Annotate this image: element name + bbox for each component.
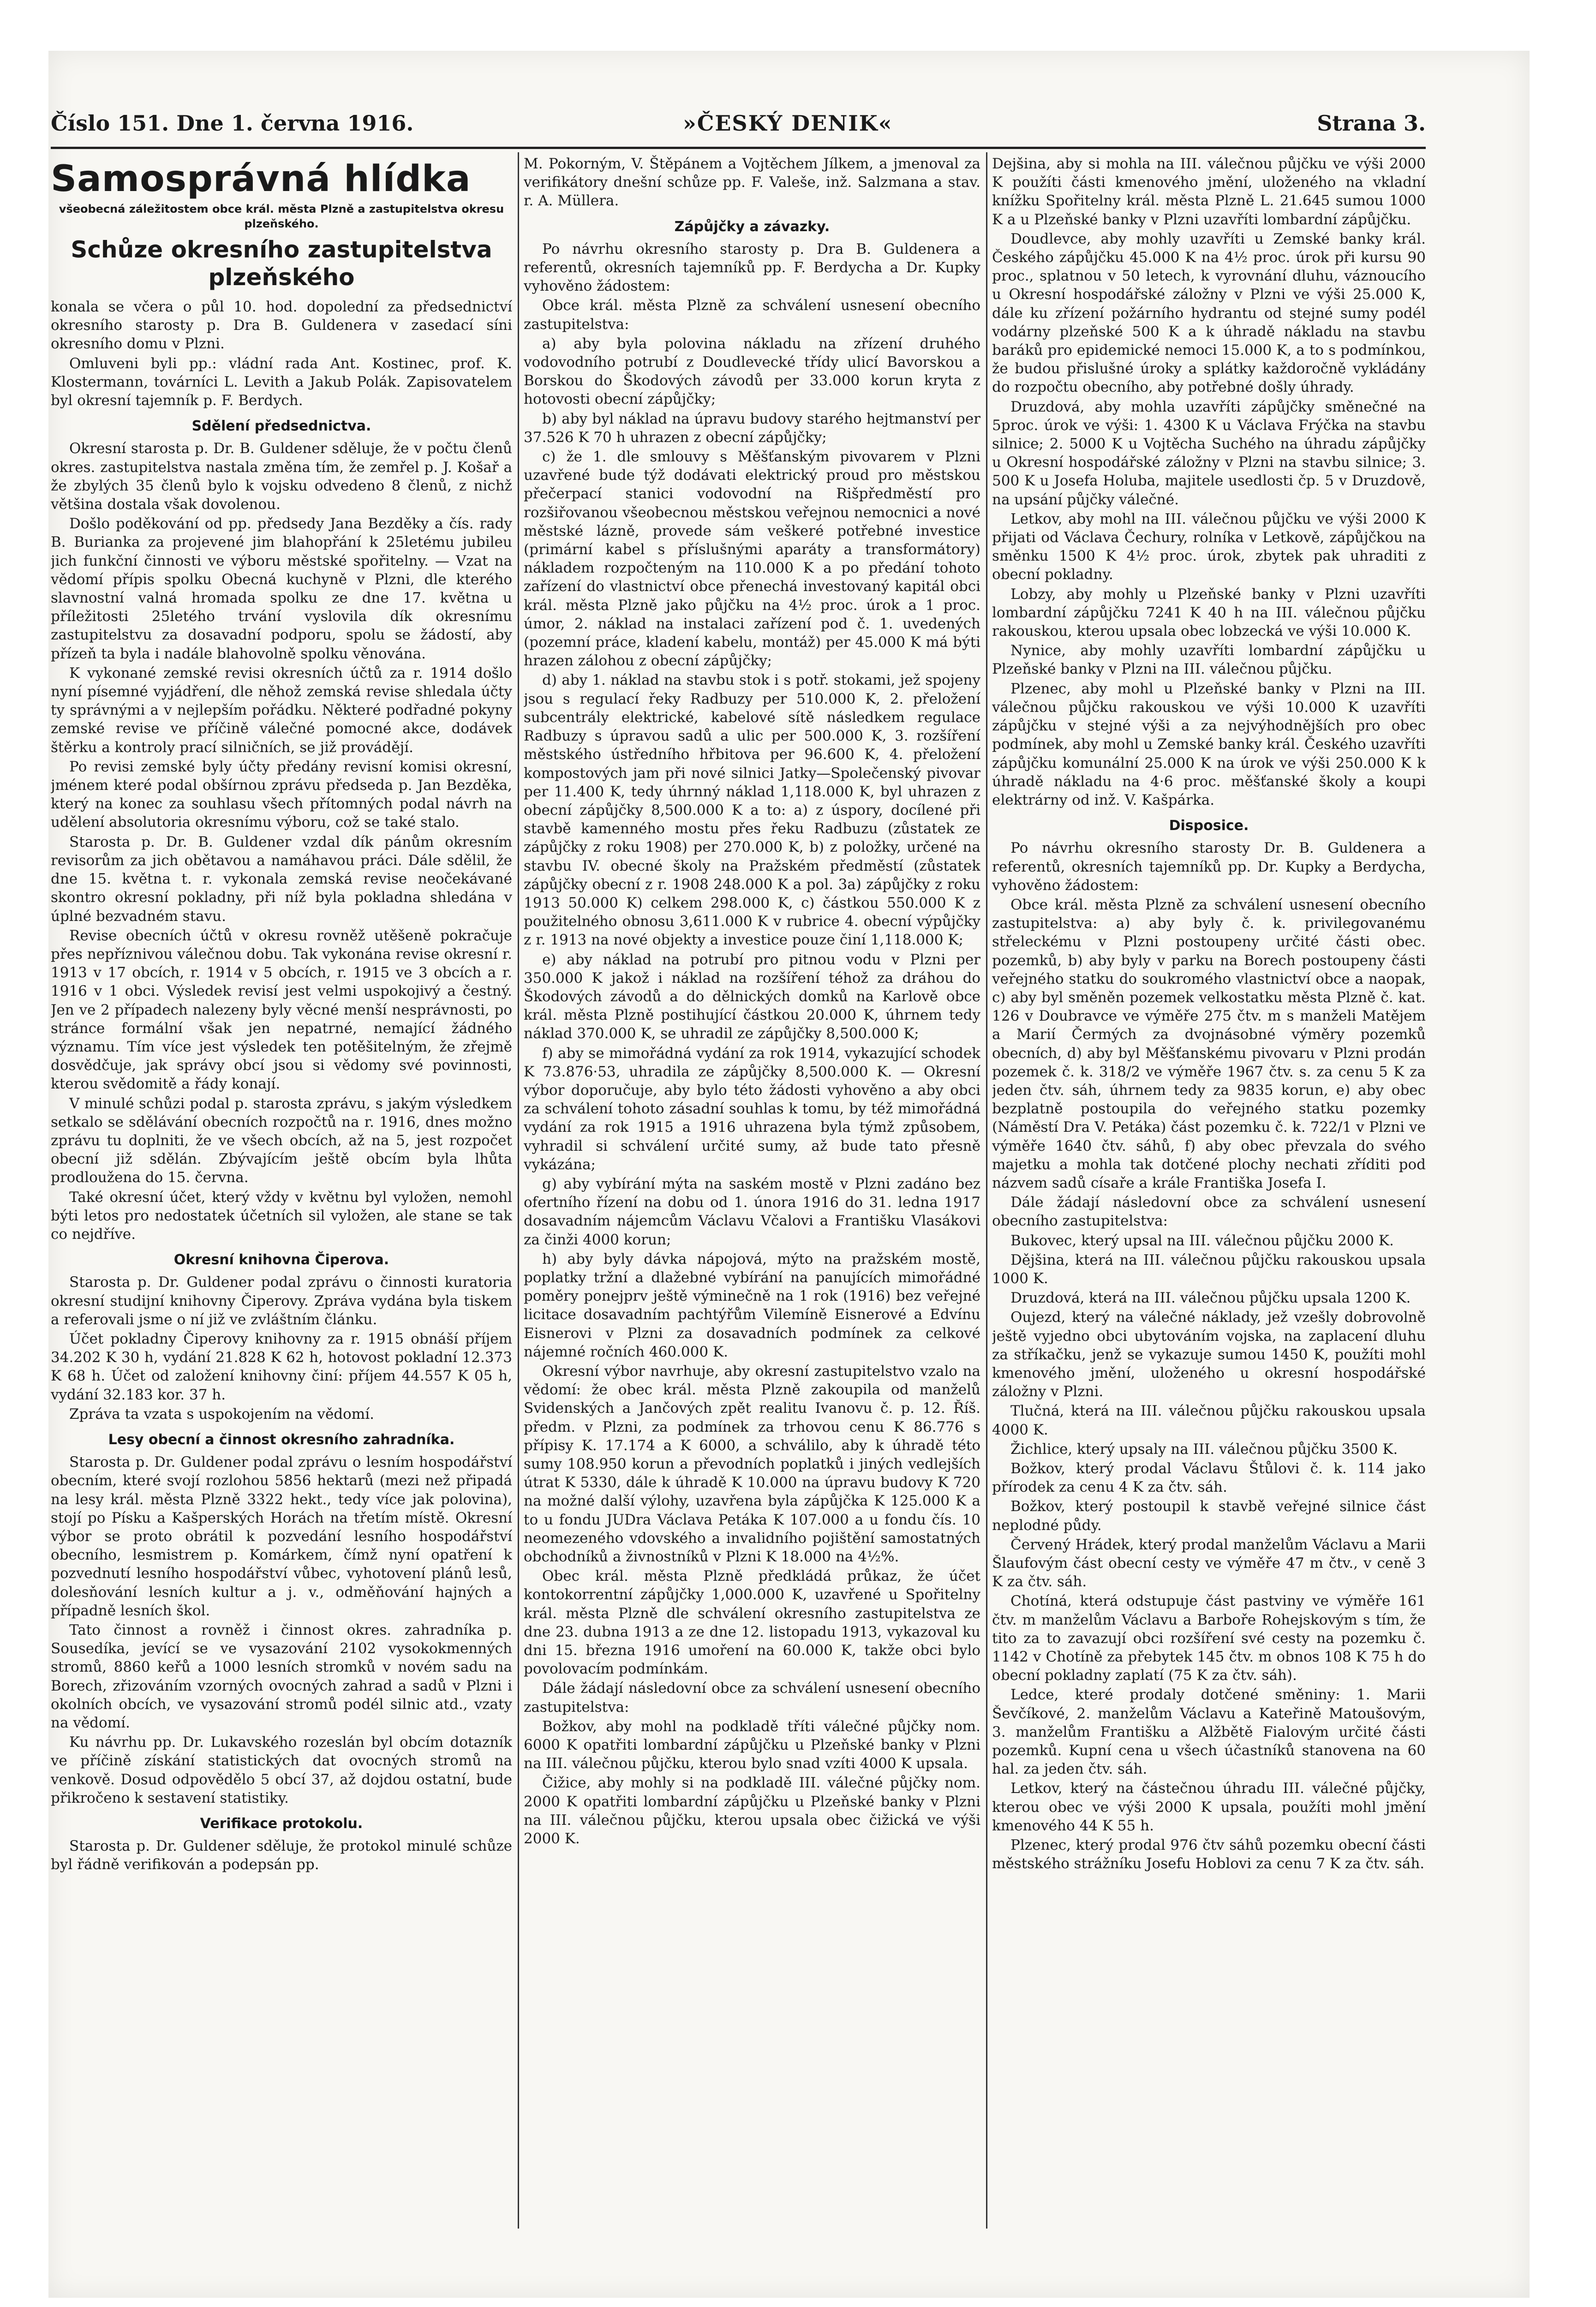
paragraph: Nynice, aby mohly uzavříti lombardní zápůjčku u Plzeňské banky v Plzni na III. válečnou půjčku. [992,642,1426,678]
paragraph: Chotíná, která odstupuje část pastviny ve výměře 161 čtv. m manželům Václavu a Barboře Rohejskovým s tím, že tito za to zavazují obci rozšíření své cesty na pozemku č. 1142 v Chotíně za přebytek 145 čtv. m obnos 108 K 75 h do obecní pokladny zaplatí (75 K za čtv. sáh). [992,1593,1426,1684]
paragraph: Obce král. města Plzně za schválení usnesení obecního zastupitelstva: a) aby byly č. k. privilegovanému střeleckému v Plzni postoupeny určité části obec. pozemků, b) aby byly v parku na Borech postoupeny části veřejného statku do soukromého vlastnictví obce a naopak, c) aby byl směněn pozemek velkostatku města Plzně č. kat. 126 v Doubravce ve výměře 275 čtv. m s manželi Matějem a Marií Čermých za dvojnásobné výměry pozemků obecních, d) aby byl Měšťanskému pivovaru v Plzni prodán pozemek č. k. 318/2 ve výměře 1967 čtv. s. za cenu 5 K za jeden čtv. sáh, úhrnem tedy za 9835 korun, e) aby obec bezplatně postoupila do veřejného statku pozemky (Náměstí Dra V. Petáka) část pozemku č. k. 722/1 v Plzni ve výměře 1640 čtv. sáhů, f) aby obec převzala do svého majetku a mohla tak dotčené plochy nechati zříditi pod názvem sadů císaře a krále Františka Josefa I. [992,896,1426,1191]
paragraph: Tlučná, která na III. válečnou půjčku rakouskou upsala 4000 K. [992,1403,1426,1438]
page-header [51,111,1426,143]
paragraph: Okresní výbor navrhuje, aby okresní zastupitelstvo vzalo na vědomí: že obec král. města Plzně zakoupila od manželů Svidenských a Jančových zpět realitu Ivanovu č. p. 12. Říš. předm. v Plzni, za podmínek za trhovou cenu K 86.776 s přípisy K. 17.174 a K 6000, a schválilo, aby k úhradě této sumy 108.950 korun a převodních poplatků i jiných vedlejších útrat K 5330, dále k úhradě K 10.000 na úpravu budovy K 720 na možné další výlohy, uzavřena byla zápůjčka K 125.000 K a to u fondu JUDra Václava Petáka K 107.000 a u fondu čís. 10 neomezeného vdovského a invalidního pojištění samostatných obchodníků a živnostníků v Plzni K 18.000 na 4½%. [524,1363,980,1566]
paragraph: h) aby byly dávka nápojová, mýto na pražském mostě, poplatky tržní a dlažebné vybírání na panujících mimořádné poměry ponejprv ještě výminečně na 1 rok (1916) bez veřejné licitace dosavadním pachtýřům Vilemíně Eisnerové a Edvínu Eisnerovi v Plzni za dosavadních podmínek za celkové nájemné ročních 460.000 K. [524,1250,980,1360]
paragraph: Dejšina, aby si mohla na III. válečnou půjčku ve výši 2000 K použíti části kmenového jmění, uloženého na vkladní knížku Spořitelny král. města Plzně L. 21.645 sumou 1000 K a u Plzeňské banky v Plzni uzavříti lombardní zápůjčku. [992,155,1426,228]
scan-edge [0,161,10,2192]
paragraph: Letkov, aby mohl na III. válečnou půjčku ve výši 2000 K přijati od Václava Čechury, rolníka v Letkově, zápůjčkou na směnku 1500 K 4½ proc. úrok, zbytek pak uhraditi z obecní pokladny. [992,510,1426,583]
paragraph: Okresní starosta p. Dr. B. Guldener sděluje, že v počtu členů okres. zastupitelstva nastala změna tím, že zemřel p. J. Košař a že zbylých 35 členů bylo k vojsku odvedeno 8 členů, z nichž většina dostala však dovolenou. [51,440,512,513]
paragraph: b) aby byl náklad na úpravu budovy starého hejtmanství per 37.526 K 70 h uhrazen z obecní zápůjčky; [524,410,980,446]
paragraph: konala se včera o půl 10. hod. dopolední za předsednictví okresního starosty p. Dra B. Guldenera v zasedací síni okresního domu v Plzni. [51,299,512,353]
paragraph: d) aby 1. náklad na stavbu stok i s potř. stokami, jež spojeny jsou s regulací řeky Radbuzy per 510.000 K, 2. přeložení subcentrály elektrické, kabelové sítě následkem regulace Radbuzy s úpravou sadů a ulic per 500.000 K, 3. rozšíření městského ústředního hřbitova per 96.600 K, 4. přeložení kompostových jam při nové silnici Jatky—Společenský pivovar per 11.400 K, tedy úhrnný náklad 1,118.000 K, byl uhrazen z obecní zápůjčky 8,500.000 K a to: a) z úspory, docílené při stavbě kamenného mostu přes řeku Radbuzu (zůstatek ze zápůjčky z roku 1908) per 270.000 K, b) z položky, určené na stavbu IV. obecné školy na Pražském předměstí (zůstatek zápůjčky obecní z r. 1908 248.000 K a pol. 3a) zápůjčky z roku 1913 50.000 K) celkem 298.000 K, c) částkou 550.000 K z použitelného obnosu 3,611.000 K v rubrice 4. obecní výpůjčky z r. 1913 na nové objekty a investice pouze činí 1,118.000 K; [524,672,980,949]
paragraph: Dějšina, která na III. válečnou půjčku rakouskou upsala 1000 K. [992,1251,1426,1287]
paragraph: Božkov, který postoupil k stavbě veřejné silnice část neplodné půdy. [992,1498,1426,1534]
paragraph: Starosta p. Dr. Guldener podal zprávu o činnosti kuratoria okresní studijní knihovny Čiperovy. Zpráva vydána byla tiskem a referovali jsme o ní již ve zvláštním článku. [51,1274,512,1328]
column-rule [518,152,519,2229]
section-subline: všeobecná záležitostem obce král. města Plzně a zastupitelstva okresu plzeňského. [59,203,504,230]
paragraph: Božkov, který prodal Václavu Štůlovi č. k. 114 jako přírodek za cenu 4 K za čtv. sáh. [992,1460,1426,1496]
paragraph: Po návrhu okresního starosty Dr. B. Guldenera a referentů, okresních tajemníků pp. Dr. Kupky a Berdycha, vyhověno žádostem: [992,840,1426,894]
paragraph: M. Pokorným, V. Štěpánem a Vojtěchem Jílkem, a jmenoval za verifikátory dnešní schůze pp. F. Valeše, inž. Salzmana a stav. r. A. Müllera. [524,155,980,209]
paragraph: g) aby vybírání mýta na saském mostě v Plzni zadáno bez ofertního řízení na dobu od 1. února 1916 do 31. ledna 1917 dosavadním nájemcům Václavu Včalovi a Františku Vlasákovi za činži 4000 korun; [524,1175,980,1248]
paragraph: K vykonané zemské revisi okresních účtů za r. 1914 došlo nyní písemné vyjádření, dle něhož zemská revise shledala účty ty správnými a v nejlepším pořádku. Některé podřadné pokyny zemské revise ve příčině válečné pomocné akce, dodávek štěrku a kontroly prací silničních, se již provádějí. [51,664,512,756]
paragraph: Ledce, které prodaly dotčené směniny: 1. Marii Ševčíkové, 2. manželům Václavu a Kateřině Matoušovým, 3. manželům Františku a Alžbětě Fialovým určité části pozemků. Kupní cena u všech účastníků stanovena na 60 hal. za jeden čtv. sáh. [992,1686,1426,1778]
article-title: Schůze okresního zastupitelstva plzeňského [71,236,492,291]
paragraph: Po návrhu okresního starosty p. Dra B. Guldenera a referentů, okresních tajemníků pp. F. Berdycha a Dr. Kupky vyhověno žádostem: [524,240,980,295]
paragraph: Červený Hrádek, který prodal manželům Václavu a Marii Šlaufovým část obecní cesty ve výměře 47 m čtv., v ceně 3 K za čtv. sáh. [992,1536,1426,1590]
paragraph: Také okresní účet, který vždy v květnu byl vyložen, nemohl býti letos pro nedostatek účetních sil vyložen, ale stane se tak co nejdříve. [51,1189,512,1243]
subheading: Disposice. [1169,818,1249,834]
paragraph: Obce král. města Plzně za schválení usnesení obecního zastupitelstva: [524,297,980,333]
paragraph: Druzdová, aby mohla uzavříti zápůjčky směnečné na 5proc. úrok ve výši: 1. 4300 K u Václava Frýčka na stavbu silnice; 2. 5000 K u Vojtěcha Suchého na úhradu zápůjčky u Okresní hospodářské záložny v Plzni na stavbu silnice; 3. 500 K u Josefa Holuba, majitele usedlosti čp. 5 v Druzdově, na upsání půjčky válečné. [992,398,1426,508]
paragraph: Revise obecních účtů v okresu rovněž utěšeně pokračuje přes nepříznivou válečnou dobu. Tak vykonána revise okresní r. 1913 v 17 obcích, r. 1914 v 5 obcích, r. 1915 ve 3 obcích a r. 1916 v 1 obci. Výsledek revisí jest velmi uspokojivý a čestný. Jen ve 2 případech nalezeny byly věcné menší nesprávnosti, po stránce formální však jen nepatrné, nemající žádného významu. Tím více jest výsledek ten potěšitelným, že zřejmě dosvědčuje, jak správy obcí jsou si vědomy své povinnosti, kterou svědomitě a řády konají. [51,927,512,1093]
paragraph: Lobzy, aby mohly u Plzeňské banky v Plzni uzavříti lombardní zápůjčku 7241 K 40 h na III. válečnou půjčku rakouskou, kterou upsala obec lobzecká ve výši 10.000 K. [992,586,1426,640]
paragraph: Po revisi zemské byly účty předány revisní komisi okresní, jménem které podal obšírnou zprávu předseda p. Jan Bezděka, který na konec za souhlasu všech přítomných podal návrh na udělení absolutoria okresnímu výboru, což se také stalo. [51,758,512,831]
paragraph: Oujezd, který na válečné náklady, jež vzešly dobrovolně ještě vyjedno obci ubytováním vojska, na zaplacení dluhu za stříkačku, jenž se vykazuje sumou 1450 K, použíti mohl kmenového jmění, uloženého u okresní hospodářské záložny v Plzni. [992,1309,1426,1400]
paragraph: V minulé schůzi podal p. starosta zprávu, s jakým výsledkem setkalo se sdělávání obecních rozpočtů na r. 1916, dnes možno zprávu tu doplniti, že ve všech obcích, až na 5, jest rozpočet obecní již sdělán. Zbývajícím ještě obcím byla lhůta prodloužena do 15. června. [51,1095,512,1186]
paragraph: Došlo poděkování od pp. předsedy Jana Bezděky a čís. rady B. Burianka za projevené jim blahopřání k 25letému jubileu jich funkční činnosti ve výboru městské spořitelny. — Vzat na vědomí přípis spolku Obecná kuchyně v Plzni, dle kterého slavnostní valná hromada spolku ze dne 17. května u příležitosti 25letého trvání vyslovila dík okresnímu zastupitelstvu za dosavadní podporu, spolu se žádostí, aby přízeň ta byla i nadále blahovolně spolku věnována. [51,515,512,662]
paragraph: Plzenec, který prodal 976 čtv sáhů pozemku obecní části městského strážníku Josefu Hoblovi za cenu 7 K za čtv. sáh. [992,1837,1426,1872]
paragraph: f) aby se mimořádná vydání za rok 1914, vykazující schodek K 73.876·53, uhradila ze zápůjčky 8,500.000 K. — Okresní výbor doporučuje, aby bylo této žádosti vyhověno a aby obci za schválení tohoto zásadní souhlas k tomu, by též mimořádná vydání za rok 1915 a 1916 uhrazena byla týmž způsobem, vyhradil si schválení určité sumy, až bude tato přesně vykázána; [524,1045,980,1173]
column-2 [524,155,980,2240]
page-number: Strana 3. [1317,111,1426,136]
paragraph: Dále žádají následovní obce za schválení usnesení obecního zastupitelstva: [992,1194,1426,1230]
subheading: Okresní knihovna Čiperova. [173,1252,389,1268]
paragraph: Plzenec, aby mohl u Plzeňské banky v Plzni na III. válečnou půjčku rakouskou ve výši 10.000 K uzavříti zápůjčku v stejné výši a za nejvýhodnějších pro obec podmínek, aby mohl u Zemské banky král. Českého uzavříti zápůjčku komunální 25.000 K na úrok ve výši 250.000 K k úhradě nákladu na 4·6 proc. měšťanské školy a koupi elektrárny od inž. V. Kašpárka. [992,680,1426,808]
paragraph: Božkov, aby mohl na podkladě tříti válečné půjčky nom. 6000 K opatřiti lombardní zápůjčku u Plzeňské banky v Plzni na III. válečnou půjčku, kterou bylo snad vzíti 4000 K upsala. [524,1718,980,1772]
paragraph: Čižice, aby mohly si na podkladě III. válečné půjčky nom. 2000 K opatřiti lombardní zápůjčku u Plzeňské banky v Plzni na III. válečnou půjčku, kterou upsala obec čižická ve výši 2000 K. [524,1775,980,1847]
newspaper-title: »ČESKÝ DENIK« [683,111,893,136]
paragraph: Účet pokladny Čiperovy knihovny za r. 1915 obnáší příjem 34.202 K 30 h, vydání 21.828 K 62 h, hotovost pokladní 12.373 K 68 h. Účet od založení knihovny činí: příjem 44.557 K 05 h, vydání 32.183 kor. 37 h. [51,1330,512,1403]
paragraph: Starosta p. Dr. Guldener podal zprávu o lesním hospodářství obecním, které svojí rozlohou 5856 hektarů (mezi než připadá na lesy král. města Plzně 3322 hekt., tedy více jak polovina), stojí po Písku a Kašperských Horách na třetím místě. Okresní výbor se proto obrátil k pozvedání lesního hospodářství obecního, lesmistrem p. Komárkem, čímž nyní opatření k pozvednutí lesního hospodářství vůbec, vyhotovení plánů lesů, dolesňování lesních kultur a j. v., odměňování hajných a případně lesních škol. [51,1454,512,1619]
column-1 [51,155,512,2240]
column-3 [992,155,1426,2240]
paragraph: Zpráva ta vzata s uspokojením na vědomí. [69,1405,374,1422]
paragraph: c) že 1. dle smlouvy s Měšťanským pivovarem v Plzni uzavřené bude týž dodávati elektrický proud pro městskou přečerpací stanici vodovodní na Rišpředměstí pro rozšiřovanou všeobecnou městskou veřejnou nemocnici a nové městské lázně, provede sám veškeré potřebné investice (primární kabel s příslušnými aparáty a transformátory) nákladem rozpočteným na 110.000 K a po předání tohoto zařízení do vlastnictví obce přenechá investovaný kapitál obci král. města Plzně jako půjčku na 4½ proc. úrok a 1 proc. úmor, 2. náklad na instalaci zařízení pod č. 1. uvedených (pozemní práce, kladení kabelu, montáž) per 45.000 K má býti hrazen zálohou z obecní zápůjčky; [524,448,980,669]
paragraph: Dále žádají následovní obce za schválení usnesení obecního zastupitelstva: [524,1680,980,1715]
paragraph: Tato činnost a rovněž i činnost okres. zahradníka p. Sousedíka, jevící se ve vysazování 2102 vysokokmenných stromů, 8860 keřů a 1000 lesních stromků v novém sadu na Borech, zřizováním vzorných ovocných zahrad a sadů v Plzni i okolních obcích, ve vysazování stromů podél silnic atd., vzaty na vědomí. [51,1622,512,1732]
subheading: Verifikace protokolu. [200,1816,363,1832]
subheading: Zápůjčky a závazky. [674,218,830,235]
paragraph: a) aby byla polovina nákladu na zřízení druhého vodovodního potrubí z Doudlevecké třídy ulicí Bavorskou a Borskou do Škodových závodů per 33.000 korun kryta z hotovosti obecní zápůjčky; [524,335,980,408]
paragraph: Bukovec, který upsal na III. válečnou půjčku 2000 K. [1010,1232,1394,1249]
subheading: Lesy obecní a činnost okresního zahradníka. [108,1431,455,1448]
paragraph: Obec král. města Plzně předkládá průkaz, že účet kontokorrentní zápůjčky 1,000.000 K, uzavřené u Spořitelny král. města Plzně dle schválení okresního zastupitelstva ze dne 23. dubna 1913 a ze dne 12. listopadu 1913, vykazoval ku dni 15. března 1916 umoření na 60.000 K, takže obci bylo povolovacím podmínkám. [524,1568,980,1678]
paragraph: Omluveni byli pp.: vládní rada Ant. Kostinec, prof. K. Klostermann, továrníci L. Levith a Jakub Polák. Zapisovatelem byl okresní tajemník p. F. Berdych. [51,355,512,409]
subheading: Sdělení předsednictva. [191,418,371,435]
paragraph: Žichlice, který upsaly na III. válečnou půjčku 3500 K. [1010,1440,1398,1458]
issue-date: Číslo 151. Dne 1. června 1916. [51,111,414,136]
paragraph: e) aby náklad na potrubí pro pitnou vodu v Plzni per 350.000 K jakož i náklad na rozšíření téhož za dráhou do Škodových závodů a do dělnických domků na Karlově obce král. města Plzně postihující částkou 20.000 K, úhrnem tedy náklad 370.000 K, se uhradil ze zápůjčky 8,500.000 K; [524,951,980,1042]
paragraph: Letkov, který na částečnou úhradu III. válečné půjčky, kterou obec ve výši 2000 K upsala, použíti mohl jmění kmenového 44 K 55 h. [992,1780,1426,1834]
paragraph: Druzdová, která na III. válečnou půjčku upsala 1200 K. [1010,1290,1411,1307]
column-rule [986,152,987,2229]
paragraph: Ku návrhu pp. Dr. Lukavského rozeslán byl obcím dotazník ve příčině získání statistických dat ovocných stromů na venkově. Dosud odpovědělo 5 obcí 37, až dojdou ostatní, bude přikročeno k sestavení statistiky. [51,1734,512,1806]
paragraph: Starosta p. Dr. Guldener sděluje, že protokol minulé schůze byl řádně verifikován a podepsán pp. [51,1838,512,1873]
header-rule [51,147,1426,149]
paragraph: Doudlevce, aby mohly uzavříti u Zemské banky král. Českého zápůjčku 45.000 K na 4½ proc. úrok při kursu 90 proc., splatnou v 50 letech, k vyrovnání dluhu, váznoucího u Okresní hospodářské záložny v Plzni ve výši 25.000 K, dále ku zřízení požárního hydrantu od stejné sumy podél vodárny plzeňské 500 K a k úhradě nákladu na stavbu baráků pro epidemické nemoci 15.000 K, a to s podmínkou, že budou přislušné úroky a splátky každoročně vykládány do rozpočtu obecního, aby potřebné došly úhrady. [992,230,1426,396]
paragraph: Starosta p. Dr. B. Guldener vzdal dík pánům okresním revisorům za jich obětavou a namáhavou práci. Dále sdělil, že dne 15. května t. r. vykonala zemská revise neočekávané skontro okresní pokladny, při níž byla pokladna shledána v úplné bezvadném stavu. [51,833,512,925]
section-masthead: Samosprávná hlídka [51,158,471,200]
